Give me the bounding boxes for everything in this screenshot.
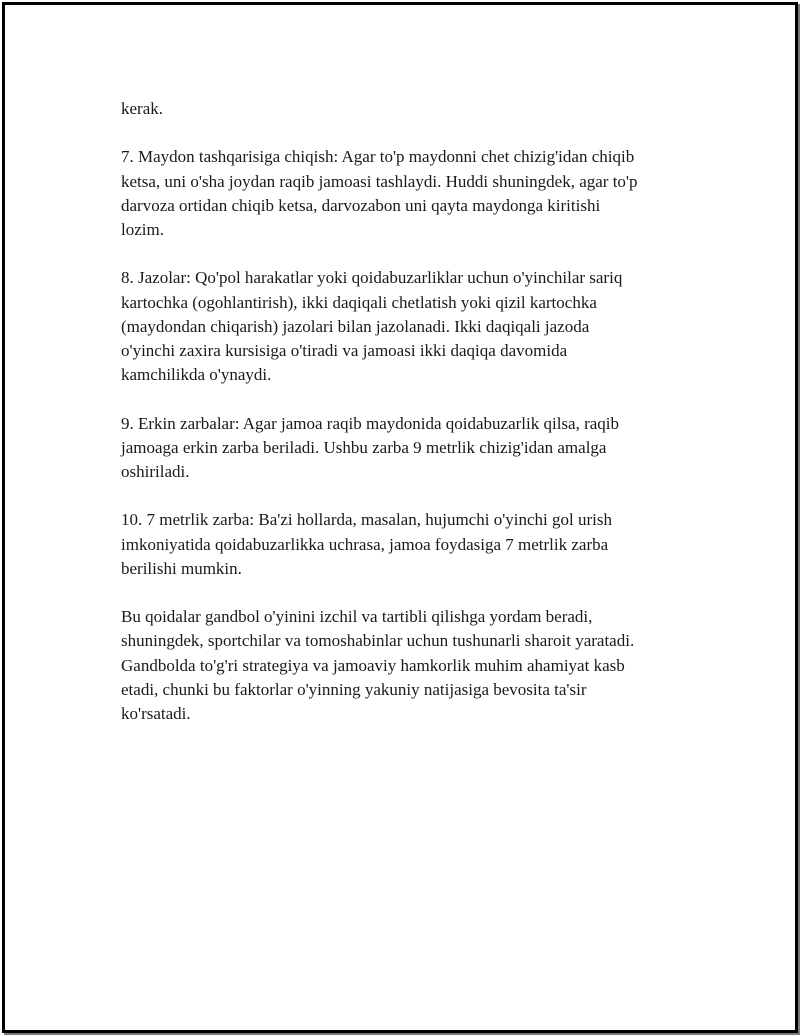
page-content [121,97,681,750]
paragraph-rule-8-penalties: 8. Jazolar: Qo'pol harakatlar yoki qoidabuzarliklar uchun o'yinchilar sariq kartochka (ogohlantirish), ikki daqiqali chetlatish yoki qizil kartochka (maydondan chiqarish) jazolari bilan jazolanadi. Ikki daqiqali jazoda o'yinchi zaxira kursisiga o'tiradi va jamoasi ikki daqiqa davomida kamchilikda o'ynaydi. [121,268,623,385]
paragraph-rule-9-free-throws: 9. Erkin zarbalar: Agar jamoa raqib maydonida qoidabuzarlik qilsa, raqib jamoaga erkin zarba beriladi. Ushbu zarba 9 metrlik chizig'idan amalga oshiriladi. [121,413,620,481]
page-frame [2,2,798,1033]
paragraph-continuation: kerak. [121,99,164,118]
paragraph-rule-7-out-of-bounds: 7. Maydon tashqarisiga chiqish: Agar to'p maydonni chet chizig'idan chiqib ketsa, uni o'sha joydan raqib jamoasi tashlaydi. Huddi shuningdek, agar to'p darvoza ortidan chiqib ketsa, darvozabon uni qayta maydonga kiritishi lozim. [121,147,638,239]
paragraph-rule-10-seven-meter-throw: 10. 7 metrlik zarba: Ba'zi hollarda, masalan, hujumchi o'yinchi gol urish imkoniyatida qoidabuzarlikka uchrasa, jamoa foydasiga 7 metrlik zarba berilishi mumkin. [121,510,612,578]
paragraph-conclusion: Bu qoidalar gandbol o'yinini izchil va tartibli qilishga yordam beradi, shuningdek, sportchilar va tomoshabinlar uchun tushunarli sharoit yaratadi. Gandbolda to'g'ri strategiya va jamoaviy hamkorlik muhim ahamiyat kasb etadi, chunki bu faktorlar o'yinning yakuniy natijasiga bevosita ta'sir ko'rsatadi. [121,607,635,723]
